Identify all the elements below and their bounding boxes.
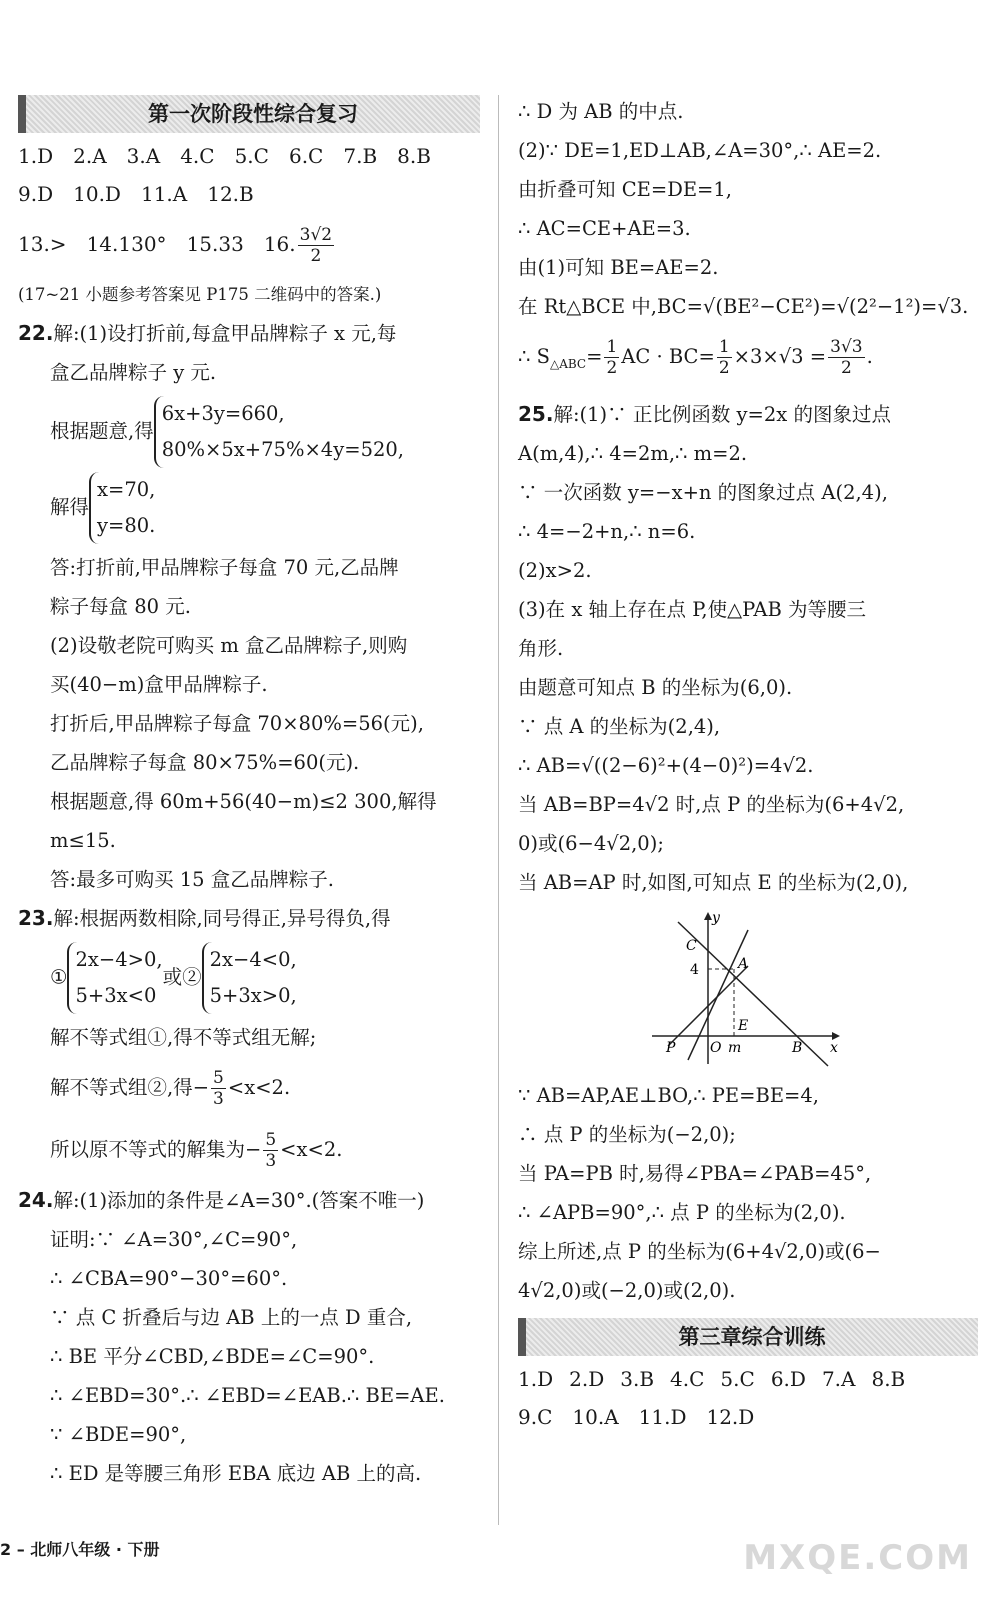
equation: 6x+3y=660, bbox=[161, 402, 285, 425]
denominator: 2 bbox=[310, 246, 322, 266]
answers-row-fill bbox=[18, 213, 480, 275]
q25-line: 由题意可知点 B 的坐标为(6,0). bbox=[518, 675, 793, 699]
q22-solution bbox=[18, 472, 480, 544]
inequality: 2x−4<0, bbox=[209, 948, 297, 971]
text: = bbox=[586, 345, 603, 368]
answer-item: 1.D bbox=[518, 1366, 554, 1391]
answer-item: 12.D bbox=[706, 1404, 755, 1429]
q25-line: 角形. bbox=[518, 636, 564, 660]
answer-item: 9.D bbox=[18, 182, 54, 206]
q25-line: 当 PA=PB 时,易得∠PBA=∠PAB=45°, bbox=[518, 1161, 872, 1185]
q24-line: ∴ ∠EBD=30°.∴ ∠EBD=∠EAB.∴ BE=AE. bbox=[50, 1384, 445, 1407]
label-b: B bbox=[792, 1039, 803, 1056]
text: <x<2. bbox=[280, 1138, 343, 1161]
x-arrow-icon bbox=[832, 1032, 840, 1040]
q24-line: ∴ ED 是等腰三角形 EBA 底边 AB 上的高. bbox=[50, 1462, 422, 1485]
q25-line: ∵ 点 A 的坐标为(2,4), bbox=[518, 714, 721, 738]
equation: y=80. bbox=[97, 514, 156, 537]
answer-item: 10.D bbox=[73, 182, 121, 206]
watermark: MXQE.COM bbox=[743, 1538, 972, 1578]
answer-item: 15.33 bbox=[186, 232, 244, 256]
q25-line: ∴ 4=−2+n,∴ n=6. bbox=[518, 519, 696, 543]
q24-cont-line: (2)∵ DE=1,ED⊥AB,∠A=30°,∴ AE=2. bbox=[518, 139, 882, 162]
q24-cont-line: 在 Rt△BCE 中,BC=√(BE²−CE²)=√(2²−1²)=√3. bbox=[518, 295, 969, 318]
answers-row bbox=[18, 137, 480, 175]
q23-line bbox=[18, 1119, 480, 1181]
q25-line: (2)x>2. bbox=[518, 558, 592, 582]
circled-one: ① bbox=[50, 965, 68, 989]
y-arrow-icon bbox=[704, 912, 712, 920]
q24-line bbox=[18, 1181, 480, 1220]
q24-line: ∴ BE 平分∠CBD,∠BDE=∠C=90°. bbox=[50, 1345, 375, 1368]
answer-item: 8.B bbox=[871, 1366, 906, 1391]
question-number: 22. bbox=[18, 321, 54, 345]
inequality-system bbox=[67, 942, 162, 1014]
text: AC · BC= bbox=[621, 345, 715, 368]
label-x: x bbox=[830, 1039, 838, 1056]
text: 解:(1)添加的条件是∠A=30°.(答案不唯一) bbox=[53, 1189, 425, 1212]
q25-line: ∴ ∠APB=90°,∴ 点 P 的坐标为(2,0). bbox=[518, 1200, 846, 1224]
label-c: C bbox=[686, 937, 697, 954]
answers-row bbox=[518, 1398, 978, 1436]
numerator: 1 bbox=[718, 337, 730, 357]
q22-line: 买(40−m)盒甲品牌粽子. bbox=[50, 673, 268, 696]
numerator: 5 bbox=[265, 1130, 277, 1150]
q22-system bbox=[18, 396, 480, 468]
equation-system bbox=[89, 472, 155, 544]
q24-line: 证明:∵ ∠A=30°,∠C=90°, bbox=[50, 1228, 298, 1251]
q24-cont-line: 由(1)可知 BE=AE=2. bbox=[518, 256, 719, 279]
answer-item: 9.C bbox=[518, 1404, 553, 1429]
text: ×3×√3 = bbox=[733, 345, 827, 368]
text: 根据题意,得 bbox=[50, 419, 154, 443]
answer-item: 12.B bbox=[207, 182, 254, 206]
q24-line: ∵ 点 C 折叠后与边 AB 上的一点 D 重合, bbox=[50, 1306, 413, 1329]
label-o: O bbox=[710, 1039, 722, 1056]
text: 解得 bbox=[50, 495, 90, 519]
answer-label: 16. bbox=[263, 232, 296, 256]
answer-item: 3.B bbox=[620, 1366, 655, 1391]
answer-item: 6.D bbox=[770, 1366, 806, 1391]
fraction bbox=[717, 337, 732, 378]
q24-area-line bbox=[518, 326, 978, 395]
label-p: P bbox=[666, 1039, 676, 1056]
text: . bbox=[866, 345, 873, 368]
q22-line: 打折后,甲品牌粽子每盒 70×80%=56(元), bbox=[50, 712, 424, 735]
answer-item: 8.B bbox=[397, 144, 431, 168]
q23-systems bbox=[18, 942, 480, 1014]
q22-line: m≤15. bbox=[50, 829, 116, 852]
column-divider bbox=[498, 95, 499, 1525]
q22-line: 答:打折前,甲品牌粽子每盒 70 元,乙品牌 bbox=[50, 556, 399, 579]
q25-line bbox=[518, 395, 978, 434]
inequality-system bbox=[202, 942, 297, 1014]
q23-line bbox=[18, 899, 480, 938]
denominator: 2 bbox=[606, 358, 618, 378]
q25-line: 4√2,0)或(−2,0)或(2,0). bbox=[518, 1278, 736, 1302]
text: 所以原不等式的解集为− bbox=[50, 1138, 262, 1161]
line-ab bbox=[678, 922, 828, 1066]
q22-line: 乙品牌粽子每盒 80×75%=60(元). bbox=[50, 751, 360, 774]
q25-line: ∵ AB=AP,AE⊥BO,∴ PE=BE=4, bbox=[518, 1083, 820, 1107]
text: 解:根据两数相除,同号得正,异号得负,得 bbox=[53, 907, 391, 930]
q24-line: ∴ ∠CBA=90°−30°=60°. bbox=[50, 1267, 288, 1290]
left-column bbox=[18, 95, 480, 1493]
q25-line: ∴ AB=√((2−6)²+(4−0)²)=4√2. bbox=[518, 753, 814, 777]
answer-item: 2.D bbox=[569, 1366, 605, 1391]
equation: 80%×5x+75%×4y=520, bbox=[161, 438, 404, 461]
fraction bbox=[828, 337, 864, 378]
question-number: 23. bbox=[18, 906, 54, 930]
label-e: E bbox=[738, 1017, 749, 1034]
text: 解:(1)∵ 正比例函数 y=2x 的图象过点 bbox=[553, 402, 891, 426]
answer-item: 11.D bbox=[638, 1404, 687, 1429]
answers-row bbox=[18, 175, 480, 213]
section-title: 第三章综合训练 bbox=[518, 1318, 978, 1356]
answer-item: 4.C bbox=[180, 144, 215, 168]
label-m: m bbox=[728, 1039, 742, 1056]
numerator: 1 bbox=[606, 337, 618, 357]
label-four: 4 bbox=[690, 961, 699, 978]
question-number: 24. bbox=[18, 1188, 54, 1212]
denominator: 3 bbox=[265, 1151, 277, 1171]
answer-item: 14.130° bbox=[86, 232, 167, 256]
answer-item: 5.C bbox=[720, 1366, 755, 1391]
answer-item: 3.A bbox=[126, 144, 161, 168]
answer-item: 4.C bbox=[670, 1366, 705, 1391]
q22-line: 答:最多可购买 15 盒乙品牌粽子. bbox=[50, 868, 334, 891]
text: ∴ S bbox=[518, 345, 550, 368]
text: 解:(1)设打折前,每盒甲品牌粽子 x 元,每 bbox=[53, 322, 397, 345]
q25-line: ∴ 点 P 的坐标为(−2,0); bbox=[518, 1122, 736, 1146]
label-a: A bbox=[738, 955, 749, 972]
fraction bbox=[263, 1130, 278, 1171]
right-column bbox=[518, 92, 978, 1436]
q24-cont-line: 由折叠可知 CE=DE=1, bbox=[518, 178, 733, 201]
answer-item: 7.A bbox=[821, 1366, 856, 1391]
denominator: 3 bbox=[213, 1089, 224, 1109]
q24-cont-line: ∴ D 为 AB 的中点. bbox=[518, 100, 684, 123]
inequality: 2x−4>0, bbox=[75, 948, 163, 971]
q25-line: (3)在 x 轴上存在点 P,使△PAB 为等腰三 bbox=[518, 597, 867, 621]
answer-item: 11.A bbox=[140, 182, 188, 206]
equation: x=70, bbox=[97, 478, 156, 501]
fraction bbox=[298, 225, 334, 266]
q25-line: ∵ 一次函数 y=−x+n 的图象过点 A(2,4), bbox=[518, 480, 888, 504]
numerator: 3√3 bbox=[830, 337, 863, 357]
answer-item: 2.A bbox=[73, 144, 107, 168]
equation-system bbox=[154, 396, 404, 468]
q24-cont-line: ∴ AC=CE+AE=3. bbox=[518, 217, 691, 240]
q24-line: ∵ ∠BDE=90°, bbox=[50, 1423, 187, 1446]
answer-item: 10.A bbox=[572, 1404, 619, 1429]
answer-item: 6.C bbox=[288, 144, 324, 168]
q23-line: 解不等式组①,得不等式组无解; bbox=[50, 1026, 317, 1049]
q22-line: (2)设敬老院可购买 m 盒乙品牌粽子,则购 bbox=[50, 634, 408, 657]
inequality: 5+3x<0 bbox=[75, 984, 157, 1007]
q22-line: 根据题意,得 60m+56(40−m)≤2 300,解得 bbox=[50, 790, 437, 813]
answer-item: 13.> bbox=[18, 232, 67, 256]
q25-line: A(m,4),∴ 4=2m,∴ m=2. bbox=[518, 441, 748, 465]
answer-item: 1.D bbox=[18, 144, 54, 168]
text: <x<2. bbox=[227, 1076, 291, 1099]
coordinate-graph bbox=[648, 910, 848, 1070]
fraction bbox=[211, 1068, 226, 1109]
numerator: 3√2 bbox=[299, 225, 333, 245]
q22-line bbox=[18, 314, 480, 353]
numerator: 5 bbox=[213, 1068, 224, 1088]
subscript: △ABC bbox=[549, 356, 587, 371]
q22-line: 粽子每盒 80 元. bbox=[50, 595, 191, 618]
answer-item: 7.B bbox=[343, 144, 378, 168]
inequality: 5+3x>0, bbox=[209, 984, 297, 1007]
q25-line: 综上所述,点 P 的坐标为(6+4√2,0)或(6− bbox=[518, 1239, 881, 1263]
note: (17~21 小题参考答案见 P175 二维码中的答案.) bbox=[18, 285, 382, 304]
q25-line: 当 AB=BP=4√2 时,点 P 的坐标为(6+4√2, bbox=[518, 792, 905, 816]
question-number: 25. bbox=[518, 401, 554, 426]
fraction bbox=[604, 337, 619, 378]
text: 或② bbox=[162, 965, 202, 989]
label-y: y bbox=[712, 909, 720, 926]
q23-line bbox=[18, 1057, 480, 1119]
section-title: 第一次阶段性综合复习 bbox=[18, 95, 480, 133]
text: 解不等式组②,得− bbox=[50, 1076, 210, 1099]
q25-line: 0)或(6−4√2,0); bbox=[518, 831, 664, 855]
denominator: 2 bbox=[840, 358, 852, 378]
q25-line: 当 AB=AP 时,如图,可知点 E 的坐标为(2,0), bbox=[518, 870, 909, 894]
page-footer: 2 – 北师八年级 · 下册 bbox=[0, 1540, 160, 1559]
q22-line: 盒乙品牌粽子 y 元. bbox=[50, 361, 217, 384]
answers-row bbox=[518, 1360, 978, 1398]
denominator: 2 bbox=[718, 358, 730, 378]
answer-item: 5.C bbox=[234, 144, 269, 168]
